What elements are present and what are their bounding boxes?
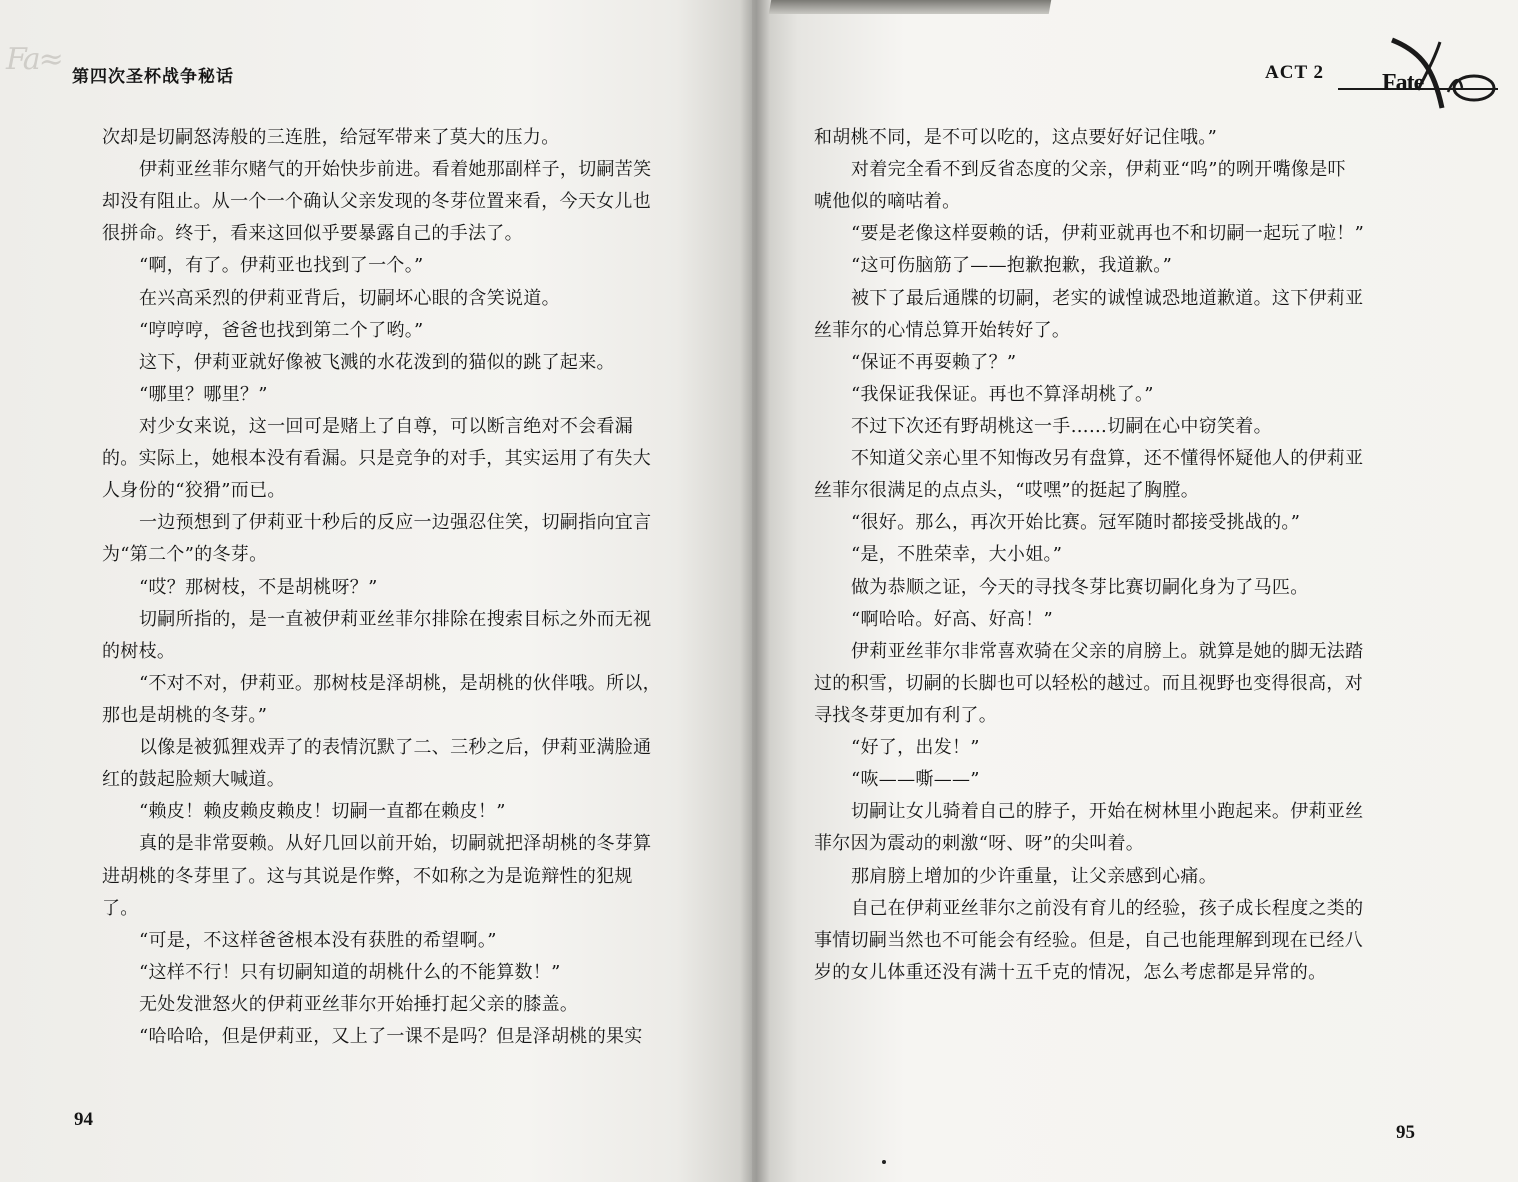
text-line: 做为恭顺之证，今天的寻找冬芽比赛切嗣化身为了马匹。 <box>851 576 1309 598</box>
logo-word-fate: Fate <box>1382 70 1424 96</box>
text-line: “要是老像这样耍赖的话，伊莉亚就再也不和切嗣一起玩了啦！” <box>851 223 1365 245</box>
left-page-number: 94 <box>74 1109 93 1130</box>
text-line: “赖皮！赖皮赖皮赖皮！切嗣一直都在赖皮！” <box>139 801 506 823</box>
text-line: 以像是被狐狸戏弄了的表情沉默了二、三秒之后，伊莉亚满脸通 <box>139 737 652 759</box>
right-page <box>752 0 1518 1182</box>
text-line: 切嗣所指的，是一直被伊莉亚丝菲尔排除在搜索目标之外而无视 <box>139 608 652 630</box>
text-line: 的树枝。 <box>102 640 176 662</box>
text-line: 不过下次还有野胡桃这一手……切嗣在心中窃笑着。 <box>851 415 1272 437</box>
text-line: “哈哈哈，但是伊莉亚，又上了一课不是吗？但是泽胡桃的果实 <box>139 1026 643 1048</box>
faded-logo-watermark: Fa≈ <box>6 42 62 77</box>
text-line: 人身份的“狡猾”而已。 <box>102 480 286 502</box>
left-page <box>0 0 752 1182</box>
text-line: 唬他似的嘀咕着。 <box>814 191 961 213</box>
text-line: “这样不行！只有切嗣知道的胡桃什么的不能算数！” <box>139 961 561 983</box>
speck <box>882 1160 886 1164</box>
left-body-text <box>102 122 702 1053</box>
page-edge-strip <box>769 0 1051 14</box>
text-line: 次却是切嗣怒涛般的三连胜，给冠军带来了莫大的压力。 <box>102 127 560 148</box>
text-line: “保证不再耍赖了？” <box>851 351 1017 373</box>
text-line: 岁的女儿体重还没有满十五千克的情况，怎么考虑都是异常的。 <box>814 961 1327 983</box>
text-line: “啊哈哈。好高、好高！” <box>851 608 1054 630</box>
text-line: 红的鼓起脸颊大喊道。 <box>102 769 285 791</box>
right-body-text <box>814 122 1414 989</box>
text-line: “好了，出发！” <box>851 737 980 759</box>
text-line: 很拼命。终于，看来这回似乎要暴露自己的手法了。 <box>102 223 523 245</box>
right-running-head: ACT 2 <box>1265 62 1325 83</box>
text-line: “咴——嘶——” <box>851 769 980 791</box>
text-line: 不知道父亲心里不知悔改另有盘算，还不懂得怀疑他人的伊莉亚 <box>851 448 1364 470</box>
text-line: 寻找冬芽更加有利了。 <box>814 704 997 726</box>
fate-zero-logo <box>1382 30 1502 120</box>
text-line: 对少女来说，这一回可是赌上了自尊，可以断言绝对不会看漏 <box>139 415 634 437</box>
text-line: 自己在伊莉亚丝菲尔之前没有育儿的经验，孩子成长程度之类的 <box>851 897 1364 919</box>
left-running-head: 第四次圣杯战争秘话 <box>72 67 234 87</box>
text-line: 了。 <box>102 897 139 919</box>
text-line: 一边预想到了伊莉亚十秒后的反应一边强忍住笑，切嗣指向宜言 <box>139 512 652 534</box>
text-line: 那肩膀上增加的少许重量，让父亲感到心痛。 <box>851 865 1217 887</box>
text-line: 丝菲尔的心情总算开始转好了。 <box>814 319 1071 341</box>
text-line: 无处发泄怒火的伊莉亚丝菲尔开始捶打起父亲的膝盖。 <box>139 993 579 1015</box>
text-line: 事情切嗣当然也不可能会有经验。但是，自己也能理解到现在已经八 <box>814 929 1363 951</box>
text-line: 为“第二个”的冬芽。 <box>102 544 268 566</box>
text-line: 那也是胡桃的冬芽。” <box>102 704 268 726</box>
text-line: 伊莉亚丝菲尔非常喜欢骑在父亲的肩膀上。就算是她的脚无法踏 <box>851 640 1364 662</box>
text-line: 的。实际上，她根本没有看漏。只是竞争的对手，其实运用了有失大 <box>102 448 651 470</box>
text-line: 进胡桃的冬芽里了。这与其说是作弊，不如称之为是诡辩性的犯规 <box>102 865 633 887</box>
text-line: 菲尔因为震动的刺激“呀、呀”的尖叫着。 <box>814 833 1145 855</box>
right-page-number: 95 <box>1396 1122 1415 1143</box>
text-line: “可是，不这样爸爸根本没有获胜的希望啊。” <box>139 929 497 951</box>
text-line: 对着完全看不到反省态度的父亲，伊莉亚“呜”的咧开嘴像是吓 <box>851 159 1346 181</box>
text-line: “哪里？哪里？” <box>139 383 268 405</box>
text-line: 在兴高采烈的伊莉亚背后，切嗣坏心眼的含笑说道。 <box>139 287 560 309</box>
text-line: 被下了最后通牒的切嗣，老实的诚惶诚恐地道歉道。这下伊莉亚 <box>851 287 1364 309</box>
text-line: “我保证我保证。再也不算泽胡桃了。” <box>851 383 1154 405</box>
text-line: 过的积雪，切嗣的长脚也可以轻松的越过。而且视野也变得很高，对 <box>814 672 1363 694</box>
text-line: “很好。那么，再次开始比赛。冠军随时都接受挑战的。” <box>851 512 1301 534</box>
text-line: “啊，有了。伊莉亚也找到了一个。” <box>139 255 424 277</box>
text-line: 丝菲尔很满足的点点头，“哎嘿”的挺起了胸膛。 <box>814 480 1200 502</box>
text-line: 真的是非常耍赖。从好几回以前开始，切嗣就把泽胡桃的冬芽算 <box>139 833 652 855</box>
text-line: 伊莉亚丝菲尔赌气的开始快步前进。看着她那副样子，切嗣苦笑 <box>139 159 652 181</box>
text-line: 这下，伊莉亚就好像被飞溅的水花泼到的猫似的跳了起来。 <box>139 351 615 373</box>
text-line: “是，不胜荣幸，大小姐。” <box>851 544 1063 566</box>
text-line: 却没有阻止。从一个一个确认父亲发现的冬芽位置来看，今天女儿也 <box>102 191 651 213</box>
text-line: “不对不对，伊莉亚。那树枝是泽胡桃，是胡桃的伙伴哦。所以， <box>139 672 661 694</box>
text-line: “哼哼哼，爸爸也找到第二个了哟。” <box>139 319 424 341</box>
text-line: 和胡桃不同，是不可以吃的，这点要好好记住哦。” <box>814 127 1218 148</box>
text-line: “哎？那树枝，不是胡桃呀？” <box>139 576 378 598</box>
text-line: 切嗣让女儿骑着自己的脖子，开始在树林里小跑起来。伊莉亚丝 <box>851 801 1364 823</box>
text-line: “这可伤脑筋了——抱歉抱歉，我道歉。” <box>851 255 1173 277</box>
